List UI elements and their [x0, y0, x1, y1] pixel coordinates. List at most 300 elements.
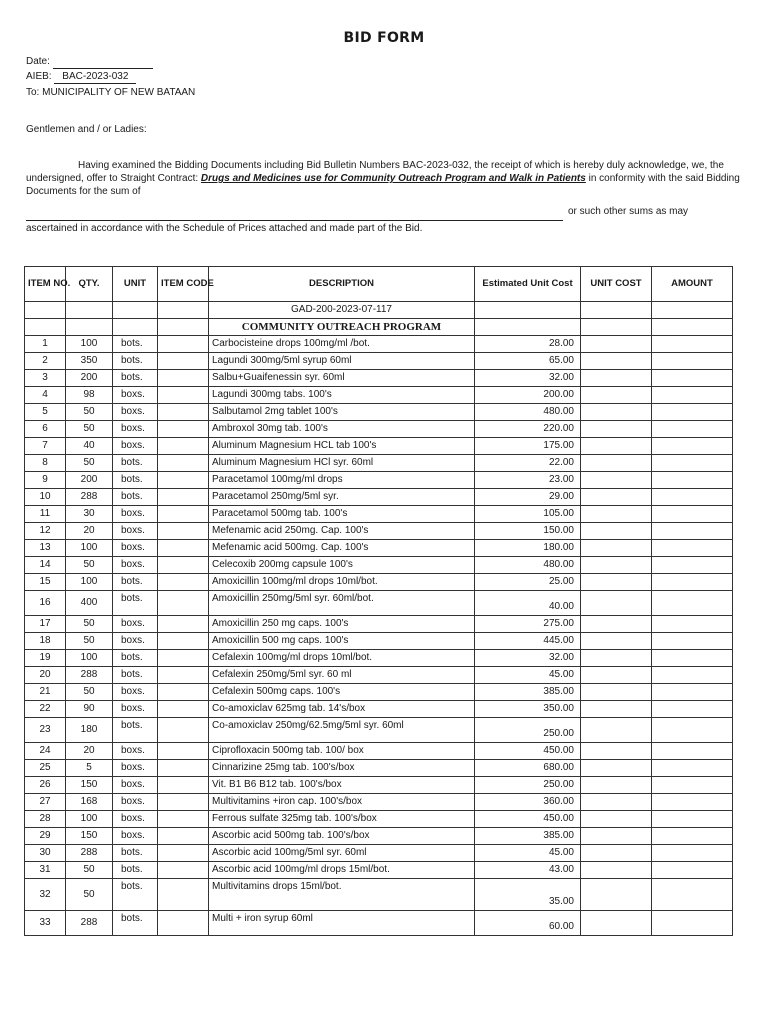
- amount-cell[interactable]: [652, 718, 733, 743]
- amount-cell[interactable]: [652, 667, 733, 684]
- aieb-value: BAC-2023-032: [54, 71, 136, 84]
- item-qty: 168: [66, 794, 113, 811]
- item-estimated-cost: 22.00: [475, 455, 581, 472]
- amount-cell[interactable]: [652, 438, 733, 455]
- item-unit: bots.: [113, 455, 158, 472]
- item-code: [158, 828, 209, 845]
- unit-cost-cell[interactable]: [581, 811, 652, 828]
- item-unit: boxs.: [113, 523, 158, 540]
- amount-cell[interactable]: [652, 760, 733, 777]
- item-code: [158, 489, 209, 506]
- item-code: [158, 777, 209, 794]
- item-description: Ascorbic acid 100mg/ml drops 15ml/bot.: [209, 862, 475, 879]
- item-number: 30: [25, 845, 66, 862]
- header-item-no: ITEM NO.: [25, 267, 66, 302]
- unit-cost-cell[interactable]: [581, 540, 652, 557]
- unit-cost-cell[interactable]: [581, 845, 652, 862]
- unit-cost-cell[interactable]: [581, 743, 652, 760]
- item-unit: bots.: [113, 353, 158, 370]
- item-description: Paracetamol 250mg/5ml syr.: [209, 489, 475, 506]
- item-estimated-cost: 275.00: [475, 616, 581, 633]
- amount-cell[interactable]: [652, 794, 733, 811]
- table-row: [25, 743, 733, 760]
- item-estimated-cost: 40.00: [475, 591, 581, 616]
- item-code: [158, 353, 209, 370]
- item-description: Cefalexin 100mg/ml drops 10ml/bot.: [209, 650, 475, 667]
- item-number: 27: [25, 794, 66, 811]
- item-unit: boxs.: [113, 438, 158, 455]
- item-number: 28: [25, 811, 66, 828]
- item-number: 1: [25, 336, 66, 353]
- section-row: [25, 319, 733, 336]
- item-qty: 50: [66, 684, 113, 701]
- table-row: [25, 650, 733, 667]
- item-unit: boxs.: [113, 421, 158, 438]
- item-estimated-cost: 25.00: [475, 574, 581, 591]
- item-qty: 200: [66, 472, 113, 489]
- amount-cell[interactable]: [652, 777, 733, 794]
- item-code: [158, 591, 209, 616]
- item-estimated-cost: 480.00: [475, 404, 581, 421]
- item-code: [158, 616, 209, 633]
- date-line: [26, 56, 153, 69]
- table-row: [25, 591, 733, 616]
- item-description: Ferrous sulfate 325mg tab. 100's/box: [209, 811, 475, 828]
- item-estimated-cost: 65.00: [475, 353, 581, 370]
- item-number: 8: [25, 455, 66, 472]
- unit-cost-cell[interactable]: [581, 506, 652, 523]
- amount-cell[interactable]: [652, 506, 733, 523]
- amount-cell[interactable]: [652, 911, 733, 936]
- item-code: [158, 743, 209, 760]
- item-code: [158, 760, 209, 777]
- amount-cell[interactable]: [652, 862, 733, 879]
- item-code: [158, 387, 209, 404]
- item-estimated-cost: 60.00: [475, 911, 581, 936]
- item-description: Multivitamins drops 15ml/bot.: [209, 879, 475, 911]
- item-description: Cinnarizine 25mg tab. 100's/box: [209, 760, 475, 777]
- item-number: 16: [25, 591, 66, 616]
- amount-cell[interactable]: [652, 684, 733, 701]
- offer-paragraph-end: ascertained in accordance with the Schedule of Prices attached and made part of the Bid.: [26, 223, 423, 234]
- table-row: [25, 438, 733, 455]
- item-unit: bots.: [113, 591, 158, 616]
- item-qty: 50: [66, 879, 113, 911]
- unit-cost-cell[interactable]: [581, 777, 652, 794]
- amount-cell[interactable]: [652, 811, 733, 828]
- item-unit: boxs.: [113, 760, 158, 777]
- sum-tail-text: or such other sums as may: [568, 206, 689, 217]
- item-qty: 20: [66, 523, 113, 540]
- table-row: [25, 718, 733, 743]
- item-code: [158, 879, 209, 911]
- item-code: [158, 811, 209, 828]
- amount-cell[interactable]: [652, 370, 733, 387]
- amount-cell[interactable]: [652, 701, 733, 718]
- item-number: 26: [25, 777, 66, 794]
- item-qty: 30: [66, 506, 113, 523]
- item-code: [158, 540, 209, 557]
- salutation: Gentlemen and / or Ladies:: [26, 124, 147, 135]
- item-description: Multivitamins +iron cap. 100's/box: [209, 794, 475, 811]
- item-number: 22: [25, 701, 66, 718]
- unit-cost-cell[interactable]: [581, 684, 652, 701]
- item-qty: 50: [66, 557, 113, 574]
- unit-cost-cell[interactable]: [581, 650, 652, 667]
- item-unit: bots.: [113, 370, 158, 387]
- table-row: [25, 574, 733, 591]
- item-unit: boxs.: [113, 557, 158, 574]
- amount-cell[interactable]: [652, 455, 733, 472]
- item-unit: boxs.: [113, 540, 158, 557]
- item-description: Amoxicillin 500 mg caps. 100's: [209, 633, 475, 650]
- table-row: [25, 506, 733, 523]
- item-code: [158, 438, 209, 455]
- table-row: [25, 421, 733, 438]
- item-number: 10: [25, 489, 66, 506]
- unit-cost-cell[interactable]: [581, 591, 652, 616]
- aieb-label: AIEB:: [26, 71, 52, 82]
- table-row: [25, 845, 733, 862]
- amount-cell[interactable]: [652, 633, 733, 650]
- item-qty: 288: [66, 911, 113, 936]
- item-qty: 50: [66, 862, 113, 879]
- item-number: 12: [25, 523, 66, 540]
- table-row: [25, 879, 733, 911]
- item-qty: 100: [66, 574, 113, 591]
- item-estimated-cost: 360.00: [475, 794, 581, 811]
- item-unit: bots.: [113, 862, 158, 879]
- item-estimated-cost: 445.00: [475, 633, 581, 650]
- table-row: [25, 557, 733, 574]
- item-code: [158, 404, 209, 421]
- item-qty: 20: [66, 743, 113, 760]
- item-qty: 350: [66, 353, 113, 370]
- item-description: Amoxicillin 250mg/5ml syr. 60ml/bot.: [209, 591, 475, 616]
- amount-cell[interactable]: [652, 845, 733, 862]
- item-qty: 50: [66, 404, 113, 421]
- unit-cost-cell[interactable]: [581, 574, 652, 591]
- item-description: Salbutamol 2mg tablet 100's: [209, 404, 475, 421]
- item-estimated-cost: 385.00: [475, 828, 581, 845]
- unit-cost-cell[interactable]: [581, 633, 652, 650]
- amount-cell[interactable]: [652, 489, 733, 506]
- schedule-of-prices-table: [24, 266, 733, 936]
- unit-cost-cell[interactable]: [581, 472, 652, 489]
- table-row: [25, 455, 733, 472]
- item-code: [158, 523, 209, 540]
- item-unit: bots.: [113, 911, 158, 936]
- amount-cell[interactable]: [652, 540, 733, 557]
- item-code: [158, 701, 209, 718]
- item-qty: 100: [66, 811, 113, 828]
- table-row: [25, 370, 733, 387]
- unit-cost-cell[interactable]: [581, 879, 652, 911]
- item-unit: boxs.: [113, 633, 158, 650]
- item-estimated-cost: 385.00: [475, 684, 581, 701]
- amount-cell[interactable]: [652, 404, 733, 421]
- item-description: Multi + iron syrup 60ml: [209, 911, 475, 936]
- unit-cost-cell[interactable]: [581, 387, 652, 404]
- item-estimated-cost: 35.00: [475, 879, 581, 911]
- header-item-code: ITEM CODE: [158, 267, 209, 302]
- item-description: Carbocisteine drops 100mg/ml /bot.: [209, 336, 475, 353]
- item-unit: boxs.: [113, 777, 158, 794]
- item-number: 18: [25, 633, 66, 650]
- table-row: [25, 472, 733, 489]
- item-unit: boxs.: [113, 811, 158, 828]
- unit-cost-cell[interactable]: [581, 370, 652, 387]
- item-description: Paracetamol 100mg/ml drops: [209, 472, 475, 489]
- form-title: BID FORM: [343, 30, 425, 46]
- item-qty: 200: [66, 370, 113, 387]
- item-estimated-cost: 45.00: [475, 667, 581, 684]
- item-qty: 150: [66, 777, 113, 794]
- item-unit: bots.: [113, 650, 158, 667]
- item-number: 7: [25, 438, 66, 455]
- item-estimated-cost: 45.00: [475, 845, 581, 862]
- item-unit: boxs.: [113, 684, 158, 701]
- header-description: DESCRIPTION: [209, 267, 475, 302]
- amount-cell[interactable]: [652, 353, 733, 370]
- item-description: Cefalexin 250mg/5ml syr. 60 ml: [209, 667, 475, 684]
- item-unit: bots.: [113, 574, 158, 591]
- unit-cost-cell[interactable]: [581, 438, 652, 455]
- table-row: [25, 760, 733, 777]
- item-description: Vit. B1 B6 B12 tab. 100's/box: [209, 777, 475, 794]
- item-number: 23: [25, 718, 66, 743]
- item-code: [158, 684, 209, 701]
- item-qty: 50: [66, 455, 113, 472]
- amount-cell[interactable]: [652, 743, 733, 760]
- aieb-line: [26, 71, 136, 84]
- item-code: [158, 718, 209, 743]
- item-description: Lagundi 300mg tabs. 100's: [209, 387, 475, 404]
- item-unit: bots.: [113, 489, 158, 506]
- item-estimated-cost: 43.00: [475, 862, 581, 879]
- item-unit: boxs.: [113, 616, 158, 633]
- item-code: [158, 574, 209, 591]
- item-unit: bots.: [113, 667, 158, 684]
- item-code: [158, 421, 209, 438]
- reference-code: GAD-200-2023-07-117: [209, 302, 475, 319]
- header-qty: QTY.: [66, 267, 113, 302]
- item-unit: boxs.: [113, 794, 158, 811]
- item-description: Aluminum Magnesium HCl syr. 60ml: [209, 455, 475, 472]
- header-estimated-cost: Estimated Unit Cost: [475, 267, 581, 302]
- item-description: Cefalexin 500mg caps. 100's: [209, 684, 475, 701]
- reference-row: [25, 302, 733, 319]
- item-code: [158, 336, 209, 353]
- unit-cost-cell[interactable]: [581, 794, 652, 811]
- item-code: [158, 370, 209, 387]
- item-estimated-cost: 200.00: [475, 387, 581, 404]
- item-unit: bots.: [113, 879, 158, 911]
- table-row: [25, 828, 733, 845]
- item-unit: boxs.: [113, 701, 158, 718]
- unit-cost-cell[interactable]: [581, 523, 652, 540]
- item-description: Paracetamol 500mg tab. 100's: [209, 506, 475, 523]
- item-qty: 50: [66, 421, 113, 438]
- unit-cost-cell[interactable]: [581, 667, 652, 684]
- item-estimated-cost: 250.00: [475, 777, 581, 794]
- item-qty: 100: [66, 540, 113, 557]
- item-number: 5: [25, 404, 66, 421]
- item-code: [158, 862, 209, 879]
- item-number: 13: [25, 540, 66, 557]
- item-estimated-cost: 23.00: [475, 472, 581, 489]
- unit-cost-cell[interactable]: [581, 760, 652, 777]
- item-qty: 50: [66, 616, 113, 633]
- item-qty: 288: [66, 489, 113, 506]
- header-unit: UNIT: [113, 267, 158, 302]
- item-estimated-cost: 32.00: [475, 650, 581, 667]
- unit-cost-cell[interactable]: [581, 911, 652, 936]
- item-estimated-cost: 175.00: [475, 438, 581, 455]
- amount-cell[interactable]: [652, 421, 733, 438]
- item-description: Salbu+Guaifenessin syr. 60ml: [209, 370, 475, 387]
- item-qty: 288: [66, 667, 113, 684]
- item-code: [158, 794, 209, 811]
- item-estimated-cost: 480.00: [475, 557, 581, 574]
- unit-cost-cell[interactable]: [581, 489, 652, 506]
- amount-cell[interactable]: [652, 523, 733, 540]
- unit-cost-cell[interactable]: [581, 404, 652, 421]
- item-number: 25: [25, 760, 66, 777]
- table-row: [25, 387, 733, 404]
- item-qty: 400: [66, 591, 113, 616]
- table-row: [25, 616, 733, 633]
- table-row: [25, 540, 733, 557]
- item-description: Amoxicillin 100mg/ml drops 10ml/bot.: [209, 574, 475, 591]
- item-qty: 40: [66, 438, 113, 455]
- unit-cost-cell[interactable]: [581, 862, 652, 879]
- amount-cell[interactable]: [652, 472, 733, 489]
- unit-cost-cell[interactable]: [581, 421, 652, 438]
- table-row: [25, 489, 733, 506]
- amount-cell[interactable]: [652, 650, 733, 667]
- item-number: 17: [25, 616, 66, 633]
- sum-blank[interactable]: [26, 220, 563, 221]
- item-qty: 98: [66, 387, 113, 404]
- item-qty: 90: [66, 701, 113, 718]
- item-number: 11: [25, 506, 66, 523]
- table-row: [25, 684, 733, 701]
- section-title: COMMUNITY OUTREACH PROGRAM: [209, 319, 475, 336]
- item-number: 21: [25, 684, 66, 701]
- item-qty: 100: [66, 650, 113, 667]
- unit-cost-cell[interactable]: [581, 353, 652, 370]
- amount-cell[interactable]: [652, 557, 733, 574]
- item-description: Ambroxol 30mg tab. 100's: [209, 421, 475, 438]
- unit-cost-cell[interactable]: [581, 455, 652, 472]
- item-number: 33: [25, 911, 66, 936]
- item-estimated-cost: 32.00: [475, 370, 581, 387]
- header-amount: AMOUNT: [652, 267, 733, 302]
- item-estimated-cost: 450.00: [475, 743, 581, 760]
- item-estimated-cost: 180.00: [475, 540, 581, 557]
- unit-cost-cell[interactable]: [581, 616, 652, 633]
- item-unit: boxs.: [113, 387, 158, 404]
- item-unit: boxs.: [113, 743, 158, 760]
- item-unit: bots.: [113, 845, 158, 862]
- item-description: Ascorbic acid 500mg tab. 100's/box: [209, 828, 475, 845]
- unit-cost-cell[interactable]: [581, 557, 652, 574]
- item-number: 31: [25, 862, 66, 879]
- item-description: Amoxicillin 250 mg caps. 100's: [209, 616, 475, 633]
- item-number: 6: [25, 421, 66, 438]
- offer-text-2: in conformity with the said Bidding Documents for the sum of: [26, 173, 740, 197]
- item-estimated-cost: 350.00: [475, 701, 581, 718]
- item-code: [158, 650, 209, 667]
- item-qty: 5: [66, 760, 113, 777]
- item-estimated-cost: 150.00: [475, 523, 581, 540]
- table-row: [25, 667, 733, 684]
- item-number: 2: [25, 353, 66, 370]
- item-description: Co-amoxiclav 625mg tab. 14's/box: [209, 701, 475, 718]
- item-unit: boxs.: [113, 506, 158, 523]
- table-row: [25, 404, 733, 421]
- item-estimated-cost: 680.00: [475, 760, 581, 777]
- item-description: Mefenamic acid 500mg. Cap. 100's: [209, 540, 475, 557]
- item-code: [158, 667, 209, 684]
- amount-cell[interactable]: [652, 574, 733, 591]
- table-row: [25, 633, 733, 650]
- item-description: Ciprofloxacin 500mg tab. 100/ box: [209, 743, 475, 760]
- unit-cost-cell[interactable]: [581, 828, 652, 845]
- contract-subject: Drugs and Medicines use for Community Outreach Program and Walk in Patients: [200, 173, 586, 184]
- unit-cost-cell[interactable]: [581, 336, 652, 353]
- date-label: Date:: [26, 56, 50, 67]
- table-row: [25, 794, 733, 811]
- item-description: Ascorbic acid 100mg/5ml syr. 60ml: [209, 845, 475, 862]
- item-number: 4: [25, 387, 66, 404]
- date-blank[interactable]: [53, 56, 153, 69]
- table-row: [25, 701, 733, 718]
- item-number: 15: [25, 574, 66, 591]
- item-estimated-cost: 450.00: [475, 811, 581, 828]
- item-unit: boxs.: [113, 404, 158, 421]
- item-description: Mefenamic acid 250mg. Cap. 100's: [209, 523, 475, 540]
- amount-cell[interactable]: [652, 387, 733, 404]
- table-row: [25, 911, 733, 936]
- amount-cell[interactable]: [652, 616, 733, 633]
- amount-cell[interactable]: [652, 879, 733, 911]
- item-description: Co-amoxiclav 250mg/62.5mg/5ml syr. 60ml: [209, 718, 475, 743]
- unit-cost-cell[interactable]: [581, 718, 652, 743]
- item-estimated-cost: 250.00: [475, 718, 581, 743]
- header-unit-cost: UNIT COST: [581, 267, 652, 302]
- amount-cell[interactable]: [652, 336, 733, 353]
- amount-cell[interactable]: [652, 828, 733, 845]
- item-unit: boxs.: [113, 828, 158, 845]
- offer-text-1: Having examined the Bidding Documents including Bid Bulletin Numbers BAC-2023-032, the receipt of which is hereby duly acknowledge, we, the undersigned, offer to Straight Contract:: [26, 160, 724, 184]
- item-code: [158, 633, 209, 650]
- item-code: [158, 557, 209, 574]
- amount-cell[interactable]: [652, 591, 733, 616]
- table-header-row: [25, 267, 733, 302]
- table-row: [25, 523, 733, 540]
- item-code: [158, 911, 209, 936]
- item-number: 9: [25, 472, 66, 489]
- item-number: 20: [25, 667, 66, 684]
- item-code: [158, 455, 209, 472]
- item-number: 3: [25, 370, 66, 387]
- unit-cost-cell[interactable]: [581, 701, 652, 718]
- table-row: [25, 353, 733, 370]
- item-unit: bots.: [113, 472, 158, 489]
- item-number: 19: [25, 650, 66, 667]
